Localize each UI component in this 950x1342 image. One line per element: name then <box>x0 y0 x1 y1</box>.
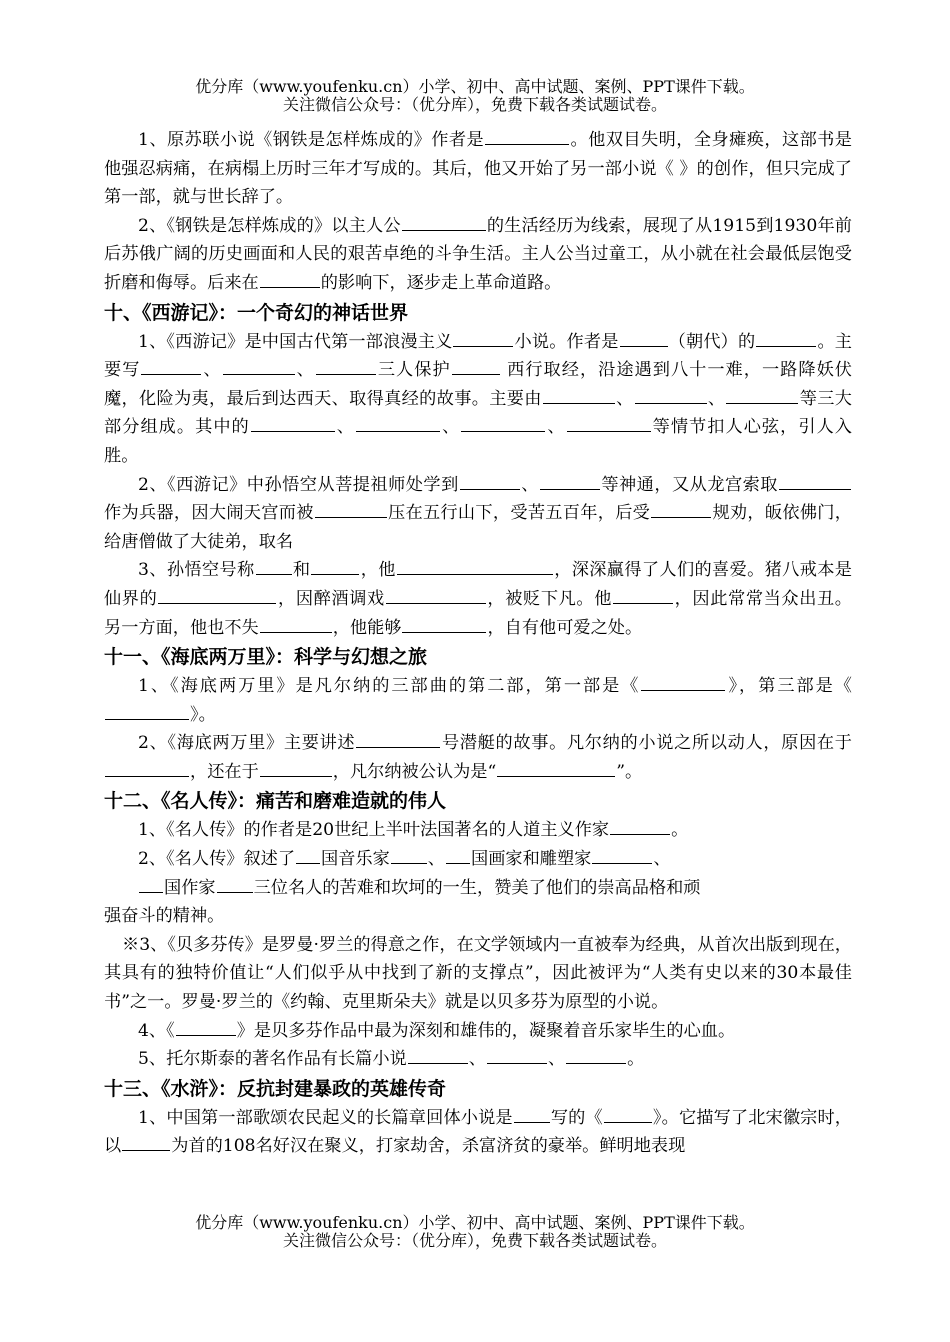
answer-blank[interactable] <box>122 1133 170 1151</box>
answer-blank[interactable] <box>485 127 569 145</box>
question-gangtie-2: 2、《钢铁是怎样炼成的》以主人公 的生活经历为线索，展现了从1915到1930年前后苏俄广阔的历史画面和人民的艰苦卓绝的斗争生活。主人公当过童工，从小就在社会最低层饱受折磨和侮辱。后来在 的影响下，逐步走上革命道路。 <box>104 212 852 298</box>
answer-blank[interactable] <box>620 329 668 347</box>
answer-blank[interactable] <box>176 1018 236 1036</box>
answer-blank[interactable] <box>139 875 163 893</box>
question-mingren-2-end: 强奋斗的精神。 <box>104 906 225 927</box>
answer-blank[interactable] <box>567 414 651 432</box>
answer-blank[interactable] <box>397 557 553 575</box>
question-haidi-1: 1、《海底两万里》是凡尔纳的三部曲的第二部，第一部是《 》，第三部是《》。 <box>104 672 852 729</box>
answer-blank[interactable] <box>402 213 486 231</box>
question-mingren-4: 4、《 》是贝多芬作品中最为深刻和雄伟的，凝聚着音乐家毕生的心血。 <box>104 1017 852 1046</box>
question-mingren-1: 1、《名人传》的作者是20世纪上半叶法国著名的人道主义作家 。 <box>104 816 852 845</box>
question-mingren-2-cont: 国作家 三位名人的苦难和坎坷的一生，赞美了他们的崇高品格和顽 <box>104 874 852 903</box>
question-mingren-5: 5、托尔斯泰的著名作品有长篇小说 、 、 。 <box>104 1045 852 1074</box>
answer-blank[interactable] <box>105 759 189 777</box>
answer-blank[interactable] <box>514 1105 550 1123</box>
answer-blank[interactable] <box>756 329 816 347</box>
footer-line-1: 优分库（www.youfenku.cn）小学、初中、高中试题、案例、PPT课件下载。 <box>195 1213 755 1232</box>
section-title-shuihu: 十三、《水浒》：反抗封建暴政的英雄传奇 <box>104 1077 447 1100</box>
answer-blank[interactable] <box>408 1046 468 1064</box>
answer-blank[interactable] <box>613 586 673 604</box>
answer-blank[interactable] <box>779 472 851 490</box>
answer-blank[interactable] <box>217 875 253 893</box>
question-xiyouji-2: 2、《西游记》中孙悟空从菩提祖师处学到 、 等神通，又从龙宫索取作为兵器，因大闹天宫而被 压在五行山下，受苦五百年，后受 规劝，皈依佛门，给唐僧做了大徒弟，取名 <box>104 471 852 557</box>
answer-blank[interactable] <box>497 759 615 777</box>
header-line-2: 关注微信公众号：（优分库），免费下载各类试题试卷。 <box>282 95 667 114</box>
answer-blank[interactable] <box>540 472 600 490</box>
answer-blank[interactable] <box>641 673 725 691</box>
answer-blank[interactable] <box>726 386 798 404</box>
answer-blank[interactable] <box>651 500 711 518</box>
question-mingren-3: ※3、《贝多芬传》是罗曼·罗兰的得意之作，在文学领域内一直被奉为经典，从首次出版到现在，其具有的独特价值让“人们似乎从中找到了新的支撑点”，因此被评为“人类有史以来的30本最佳书”之一。罗曼·罗兰的《约翰、克里斯朵夫》就是以贝多芬为原型的小说。 <box>104 934 852 1013</box>
answer-blank[interactable] <box>315 500 387 518</box>
answer-blank[interactable] <box>356 414 440 432</box>
page-footer <box>0 1214 950 1250</box>
answer-blank[interactable] <box>105 702 189 720</box>
answer-blank[interactable] <box>460 472 520 490</box>
answer-blank[interactable] <box>592 846 652 864</box>
answer-blank[interactable] <box>311 557 359 575</box>
worksheet-body <box>104 126 852 1161</box>
answer-blank[interactable] <box>251 414 335 432</box>
answer-blank[interactable] <box>316 357 376 375</box>
footer-line-2: 关注微信公众号：（优分库），免费下载各类试题试卷。 <box>282 1231 667 1250</box>
answer-blank[interactable] <box>260 759 332 777</box>
answer-blank[interactable] <box>223 357 295 375</box>
header-line-1: 优分库（www.youfenku.cn）小学、初中、高中试题、案例、PPT课件下载。 <box>195 77 755 96</box>
answer-blank[interactable] <box>391 846 427 864</box>
question-xiyouji-1: 1、《西游记》是中国古代第一部浪漫主义 小说。作者是 （朝代）的 。主要写 、 、 三人保护 西行取经，沿途遇到八十一难，一路降妖伏魔，化险为夷，最后到达西天、取得真经的故事。主要由 、 、 等三大部分组成。其中的 、 、 、 等情节扣人心弦，引人入胜。 <box>104 328 852 471</box>
answer-blank[interactable] <box>356 730 440 748</box>
answer-blank[interactable] <box>604 1105 652 1123</box>
question-mingren-2: 2、《名人传》叙述了 国音乐家 、 国画家和雕塑家 、 <box>104 845 852 874</box>
answer-blank[interactable] <box>635 386 707 404</box>
question-xiyouji-3: 3、孙悟空号称 和 ，他 ，深深赢得了人们的喜爱。猪八戒本是仙界的 ，因醉酒调戏 ，被贬下凡。他 ，因此常常当众出丑。另一方面，他也不失 ，他能够 ，自有他可爱之处。 <box>104 556 852 642</box>
answer-blank[interactable] <box>461 414 545 432</box>
answer-blank[interactable] <box>543 386 615 404</box>
answer-blank[interactable] <box>158 586 276 604</box>
section-title-mingren: 十二、《名人传》：痛苦和磨难造就的伟人 <box>104 790 447 813</box>
section-title-xiyouji: 十、《西游记》：一个奇幻的神话世界 <box>104 301 409 324</box>
section-title-haidi: 十一、《海底两万里》：科学与幻想之旅 <box>104 646 428 669</box>
question-haidi-2: 2、《海底两万里》主要讲述 号潜艇的故事。凡尔纳的小说之所以动人，原因在于，还在于 ，凡尔纳被公认为是“ ”。 <box>104 729 852 786</box>
answer-blank[interactable] <box>446 846 470 864</box>
answer-blank[interactable] <box>402 615 486 633</box>
answer-blank[interactable] <box>256 557 292 575</box>
answer-blank[interactable] <box>610 817 670 835</box>
answer-blank[interactable] <box>260 270 320 288</box>
question-shuihu-1: 1、中国第一部歌颂农民起义的长篇章回体小说是 写的《 》。它描写了北宋徽宗时，以 为首的108名好汉在聚义，打家劫舍，杀富济贫的豪举。鲜明地表现 <box>104 1104 852 1161</box>
answer-blank[interactable] <box>487 1046 547 1064</box>
answer-blank[interactable] <box>452 357 500 375</box>
answer-blank[interactable] <box>296 846 320 864</box>
question-gangtie-1: 1、原苏联小说《钢铁是怎样炼成的》作者是 。他双目失明，全身瘫痪，这部书是他强忍病痛，在病榻上历时三年才写成的。其后，他又开始了另一部小说《 》的创作，但只完成了第一部，就与世长辞了。 <box>104 126 852 212</box>
answer-blank[interactable] <box>386 586 486 604</box>
answer-blank[interactable] <box>141 357 201 375</box>
answer-blank[interactable] <box>453 329 513 347</box>
answer-blank[interactable] <box>260 615 332 633</box>
answer-blank[interactable] <box>566 1046 626 1064</box>
page-header <box>0 78 950 114</box>
